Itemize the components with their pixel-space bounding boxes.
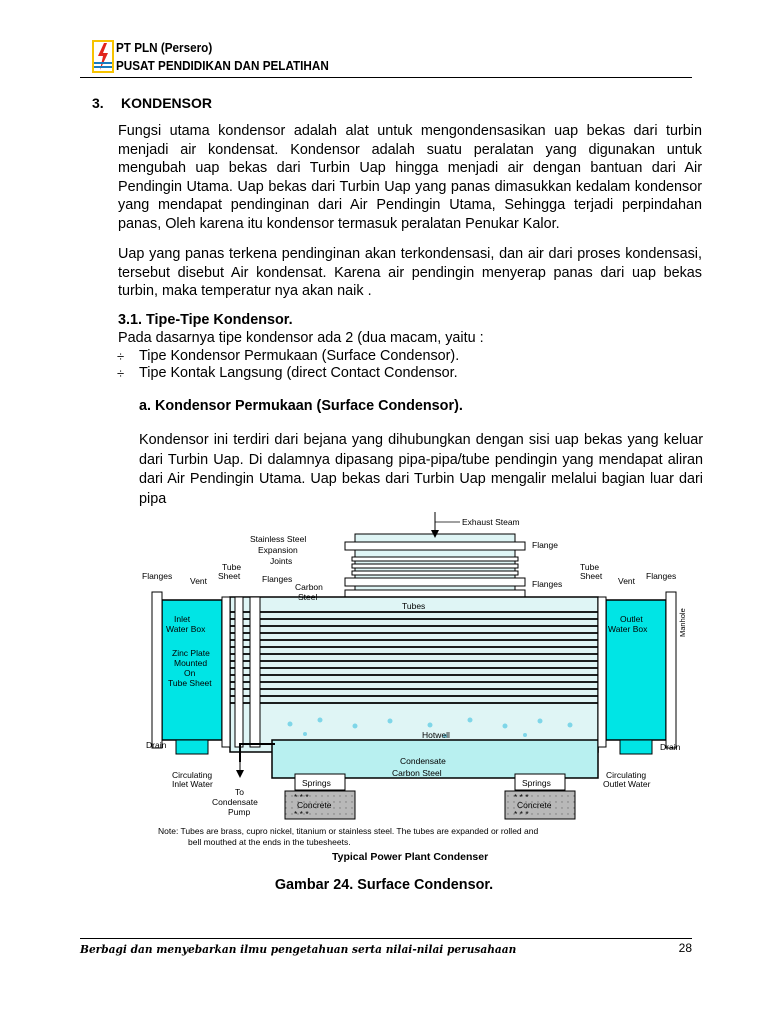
condenser-diagram: [140, 512, 700, 868]
bullet-icon: ÷: [117, 366, 125, 381]
left-tube-sheet: [222, 597, 230, 747]
label-flanges-left: Flanges: [142, 571, 173, 581]
label-inlet: Inlet: [174, 614, 191, 624]
header-divider: [80, 77, 692, 78]
bullet-icon: ÷: [117, 349, 125, 364]
label-outlet-water-box: Water Box: [608, 624, 648, 634]
label-sheet-right: Sheet: [580, 571, 603, 581]
left-carbon-steel: [250, 597, 260, 747]
label-inlet-water-box: Water Box: [166, 624, 206, 634]
figure-caption: Gambar 24. Surface Condensor.: [274, 877, 494, 893]
label-drain-left: Drain: [146, 740, 167, 750]
label-circulating-right: Circulating: [606, 770, 647, 780]
label-sheet-left: Sheet: [218, 571, 241, 581]
label-circulating-left: Circulating: [172, 770, 213, 780]
diagram-title: Typical Power Plant Condenser: [332, 851, 489, 863]
label-vent-right: Vent: [618, 576, 636, 586]
label-concrete-right: Concrete: [517, 800, 552, 810]
label-manhole: Manhole: [678, 608, 687, 637]
paragraph-2: Uap yang panas terkena pendinginan akan terkondensasi, dan air dari proses kondensasi, tersebut disebut Air kondensat. Karena air pendingin menyerap panas dari uap bekas turbin, maka temperatur nya akan naik .: [118, 246, 702, 300]
right-tube-sheet: [598, 597, 606, 747]
expansion-joint: [352, 557, 518, 561]
subsection-a-title: a. Kondensor Permukaan (Surface Condensor).: [139, 398, 463, 414]
label-carbon-steel: Carbon Steel: [392, 768, 442, 778]
lower-flange: [345, 578, 525, 586]
label-flanges-right-neck: Flanges: [532, 579, 563, 589]
label-on: On: [184, 668, 196, 678]
bullet-item-2: Tipe Kontak Langsung (direct Contact Condensor.: [139, 365, 458, 381]
diagram-note-2: bell mouthed at the ends in the tubesheets.: [188, 837, 351, 847]
label-inlet-water: Inlet Water: [172, 779, 213, 789]
label-zinc-plate: Zinc Plate: [172, 648, 210, 658]
label-stainless-steel: Stainless Steel: [250, 534, 307, 544]
label-carbon: Carbon: [295, 582, 323, 592]
label-tube-sheet: Tube Sheet: [168, 678, 212, 688]
label-mounted: Mounted: [174, 658, 208, 668]
label-concrete-left: Concrete: [297, 800, 332, 810]
company-name: PT PLN (Persero): [116, 40, 213, 55]
concrete-stars: * * *: [514, 809, 529, 819]
label-springs-left: Springs: [302, 778, 331, 788]
label-springs-right: Springs: [522, 778, 551, 788]
outlet-pipe: [620, 740, 652, 754]
left-flanges: [235, 597, 243, 747]
label-exhaust-steam: Exhaust Steam: [462, 517, 520, 527]
label-tubes: Tubes: [402, 601, 426, 611]
top-flange: [345, 542, 525, 550]
label-steel: Steel: [298, 592, 318, 602]
pln-logo: [92, 40, 114, 73]
concrete-stars: * * *: [294, 792, 309, 802]
label-pump: Pump: [228, 807, 251, 817]
section-number: 3.: [92, 95, 104, 111]
page-number: 28: [678, 941, 692, 955]
label-to: To: [235, 787, 244, 797]
concrete-stars: * * *: [514, 792, 529, 802]
label-expansion: Expansion: [258, 545, 298, 555]
paragraph-1: Fungsi utama kondensor adalah alat untuk mengondensasikan uap bekas dari turbin menjadi air kondensat. Kondensor adalah suatu peralatan yang digunakan untuk mengubah uap bekas dari Turbin Uap hingga menjadi air dengan bantuan dari Air Pendingin Utama. Uap bekas dari Turbin Uap yang panas dimasukkan kedalam kondensor yang mendapat pendinginan dari Air Pendingin Utama, Sehingga terjadi perpindahan panas, Oleh karena itu kondensor termasuk peralatan Penukar Kalor.: [118, 123, 702, 232]
bullet-item-1: Tipe Kondensor Permukaan (Surface Condensor).: [139, 348, 460, 364]
footer-motto: Berbagi dan menyebarkan ilmu pengetahuan serta nilai-nilai perusahaan: [80, 942, 517, 956]
arrow-down-icon: [236, 770, 244, 778]
section-title: KONDENSOR: [121, 95, 213, 111]
label-outlet-water: Outlet Water: [603, 779, 651, 789]
expansion-joint: [352, 564, 518, 568]
left-flange: [152, 592, 162, 748]
carbon-steel-flange: [345, 590, 525, 597]
label-tube-right: Tube: [580, 562, 600, 572]
expansion-joint: [352, 571, 518, 575]
concrete-stars: * * *: [294, 809, 309, 819]
inlet-pipe: [176, 740, 208, 754]
label-flanges-right: Flanges: [646, 571, 677, 581]
label-tube-left: Tube: [222, 562, 242, 572]
label-condensate-pump-1: Condensate: [212, 797, 258, 807]
footer-divider: [80, 938, 692, 939]
label-condensate-water: Condensate: [400, 756, 446, 766]
paragraph-3: Kondensor ini terdiri dari bejana yang dihubungkan dengan sisi uap bekas yang keluar dari Turbin Uap. Di dalamnya dipasang pipa-pipa/tube pendingin yang mendapat aliran dari Air Pendingin Utama. Uap bekas dari Turbin Uap mengalir melalui bagian luar dari pipa: [139, 432, 703, 507]
label-joints: Joints: [270, 556, 293, 566]
subsection-title: 3.1. Tipe-Tipe Kondensor.: [118, 312, 293, 328]
right-flange: [666, 592, 676, 748]
label-vent-left: Vent: [190, 576, 208, 586]
label-drain-right: Drain: [660, 742, 681, 752]
label-hotwell: Hotwell: [422, 730, 450, 740]
subsection-intro: Pada dasarnya tipe kondensor ada 2 (dua macam, yaitu :: [118, 330, 484, 346]
label-outlet: Outlet: [620, 614, 643, 624]
division-name: PUSAT PENDIDIKAN DAN PELATIHAN: [116, 58, 329, 73]
label-flange: Flange: [532, 540, 558, 550]
diagram-note-1: Note: Tubes are brass, cupro nickel, titanium or stainless steel. The tubes are expanded or rolled and: [158, 826, 539, 836]
label-flanges-left-neck: Flanges: [262, 574, 293, 584]
